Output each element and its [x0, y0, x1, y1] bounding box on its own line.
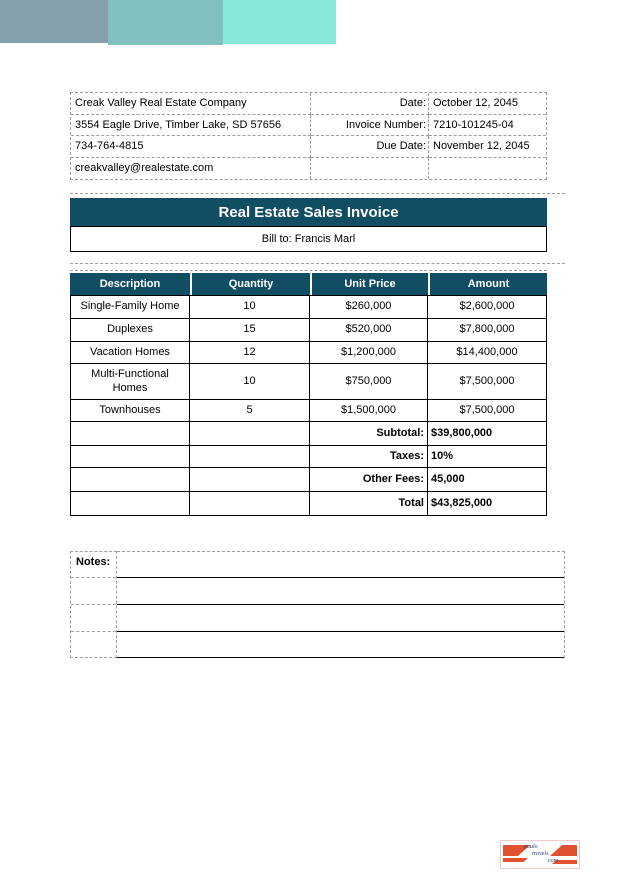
- paulo-travels-logo: [500, 840, 580, 869]
- logo-text-line2: travels.: [532, 851, 550, 857]
- notes-label-column: [70, 551, 117, 658]
- item-amount: $7,800,000: [428, 319, 546, 342]
- item-unit-price: $1,200,000: [310, 342, 428, 364]
- empty-cell: [190, 446, 310, 468]
- invoice-number-value: 7210-101245-04: [429, 115, 546, 137]
- item-description: Townhouses: [71, 400, 190, 422]
- item-amount: $7,500,000: [428, 400, 546, 422]
- item-unit-price: $750,000: [310, 364, 428, 400]
- empty-cell: [71, 446, 190, 468]
- item-unit-price: $520,000: [310, 319, 428, 342]
- empty-cell: [71, 468, 190, 492]
- item-description: Single-Family Home: [71, 296, 190, 319]
- invoice-title: Real Estate Sales Invoice: [70, 198, 547, 226]
- empty-cell: [311, 158, 429, 180]
- company-address: 3554 Eagle Drive, Timber Lake, SD 57656: [71, 115, 311, 137]
- due-date-label: Due Date:: [311, 136, 429, 158]
- item-quantity: 5: [190, 400, 310, 422]
- logo-text: [524, 844, 558, 865]
- notes-line: [117, 552, 564, 578]
- total-value: $43,825,000: [431, 496, 493, 509]
- gridline: [70, 193, 565, 194]
- empty-cell: [71, 422, 190, 446]
- notes-label: Notes:: [71, 552, 116, 578]
- notes-line: [117, 605, 564, 632]
- items-table-header: [70, 273, 547, 295]
- taxes-value: 10%: [428, 446, 546, 468]
- invoice-number-label: Invoice Number:: [311, 115, 429, 137]
- column-header-quantity: Quantity: [190, 273, 310, 295]
- company-email: creakvalley@realestate.com: [71, 158, 311, 180]
- item-quantity: 10: [190, 364, 310, 400]
- other-fees-label: Other Fees:: [310, 468, 428, 492]
- decorative-bar-grayblue: [0, 0, 108, 43]
- notes-line: [117, 632, 564, 658]
- empty-cell: [190, 492, 310, 515]
- item-quantity: 12: [190, 342, 310, 364]
- date-value: October 12, 2045: [429, 93, 546, 115]
- item-unit-price: $260,000: [310, 296, 428, 319]
- empty-cell: [190, 468, 310, 492]
- empty-cell: [71, 632, 116, 657]
- column-header-unit-price: Unit Price: [310, 273, 428, 295]
- empty-cell: [429, 158, 546, 180]
- logo-text-line1: paulo: [524, 844, 538, 850]
- company-name: Creak Valley Real Estate Company: [71, 93, 311, 115]
- gridline: [70, 270, 547, 271]
- item-description: Vacation Homes: [71, 342, 190, 364]
- item-amount: $2,600,000: [428, 296, 546, 319]
- column-header-amount: Amount: [428, 273, 547, 295]
- company-phone: 734-764-4815: [71, 136, 311, 158]
- item-description: Multi-Functional Homes: [71, 364, 190, 400]
- decorative-bar-teal: [108, 0, 223, 45]
- gridline: [70, 263, 565, 264]
- taxes-label: Taxes:: [310, 446, 428, 468]
- item-quantity: 10: [190, 296, 310, 319]
- item-amount: $14,400,000: [428, 342, 546, 364]
- column-header-description: Description: [70, 273, 190, 295]
- company-info-table: [70, 92, 547, 180]
- logo-text-line3: com: [548, 858, 558, 864]
- decorative-bar-mint: [223, 0, 336, 44]
- item-unit-price: $1,500,000: [310, 400, 428, 422]
- subtotal-label: Subtotal:: [310, 422, 428, 446]
- notes-line: [117, 578, 564, 605]
- item-description: Duplexes: [71, 319, 190, 342]
- item-amount: $7,500,000: [428, 364, 546, 400]
- empty-cell: [71, 605, 116, 632]
- item-quantity: 15: [190, 319, 310, 342]
- subtotal-value: $39,800,000: [428, 422, 546, 446]
- items-table-body: [70, 295, 547, 516]
- empty-cell: [71, 578, 116, 605]
- date-label: Date:: [311, 93, 429, 115]
- empty-cell: [71, 492, 190, 515]
- total-label: Total: [310, 492, 428, 515]
- other-fees-value: 45,000: [428, 468, 546, 492]
- empty-cell: [190, 422, 310, 446]
- bill-to: Bill to: Francis Marl: [70, 226, 547, 252]
- notes-lines: [117, 551, 565, 658]
- due-date-value: November 12, 2045: [429, 136, 546, 158]
